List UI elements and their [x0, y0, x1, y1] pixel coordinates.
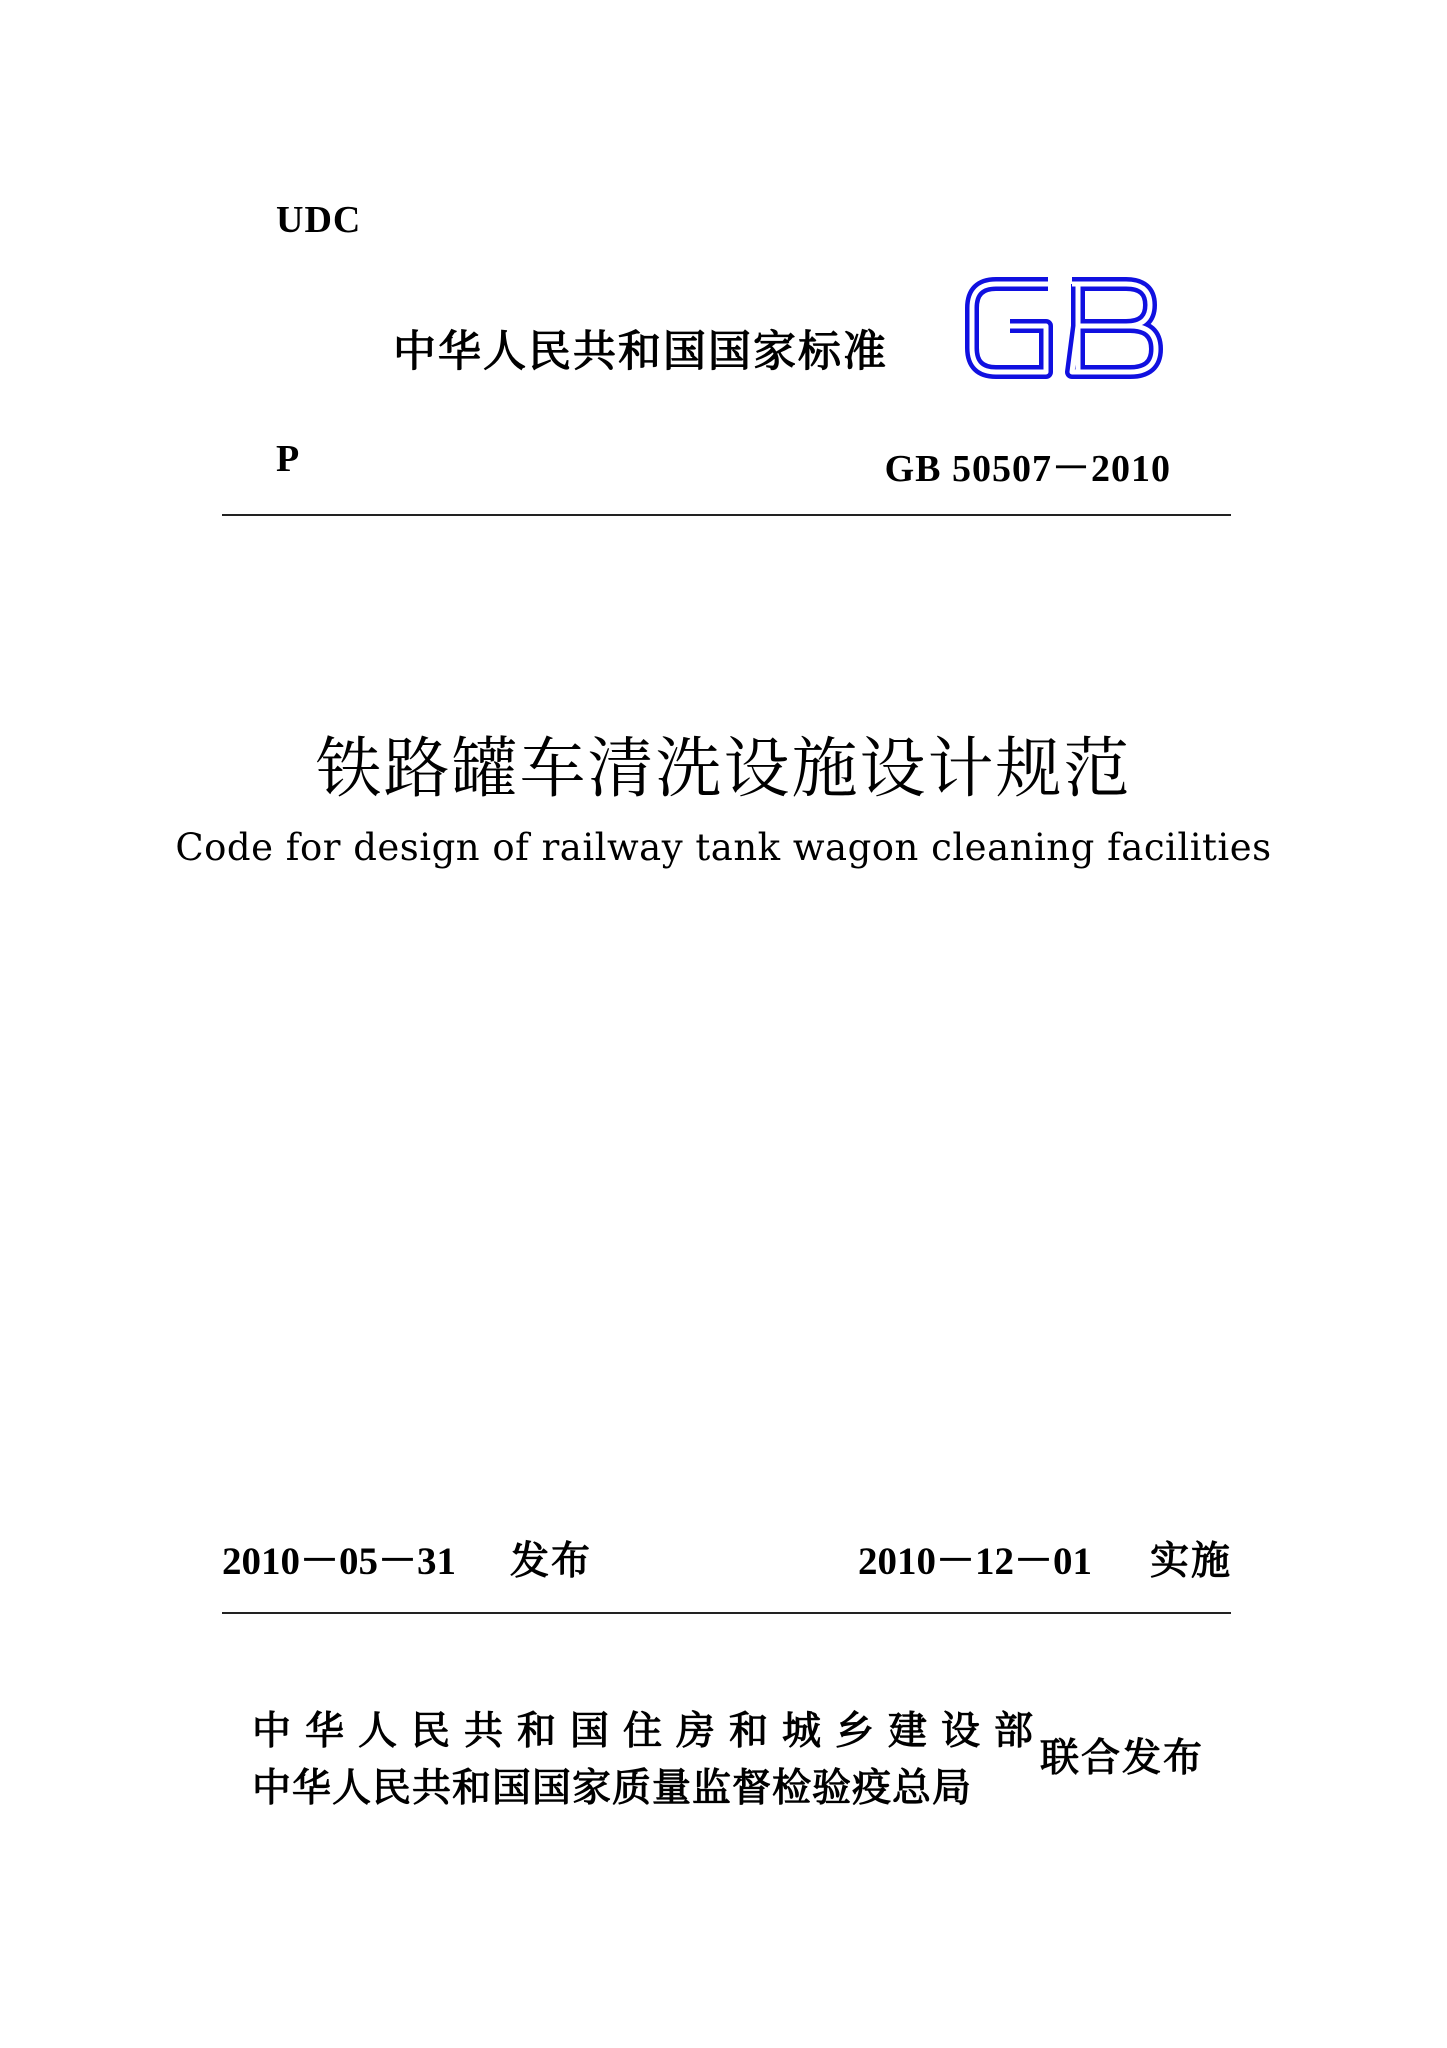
udc-label: UDC — [276, 199, 362, 241]
joint-issue-label: 联合发布 — [1040, 1736, 1205, 1781]
issuer-ministry-housing: 中华人民共和国住房和城乡建设部 — [252, 1709, 1048, 1754]
implementation-date: 2010－12－01 — [858, 1540, 1093, 1583]
classification-code: P — [276, 438, 300, 480]
issuer-quality-supervision: 中华人民共和国国家质量监督检验疫总局 — [252, 1766, 973, 1811]
title-chinese: 铁路罐车清洗设施设计规范 — [315, 730, 1132, 807]
title-english: Code for design of railway tank wagon cleaning facilities — [175, 826, 1272, 869]
top-divider — [222, 514, 1231, 516]
implementation-label: 实施 — [1150, 1539, 1233, 1584]
gb-logo — [960, 272, 1166, 384]
bottom-divider — [222, 1612, 1231, 1614]
standard-number: GB 50507－2010 — [884, 448, 1171, 490]
issue-label: 发布 — [510, 1539, 593, 1584]
issue-date: 2010－05－31 — [222, 1540, 457, 1583]
national-standard-heading: 中华人民共和国国家标准 — [393, 327, 888, 377]
